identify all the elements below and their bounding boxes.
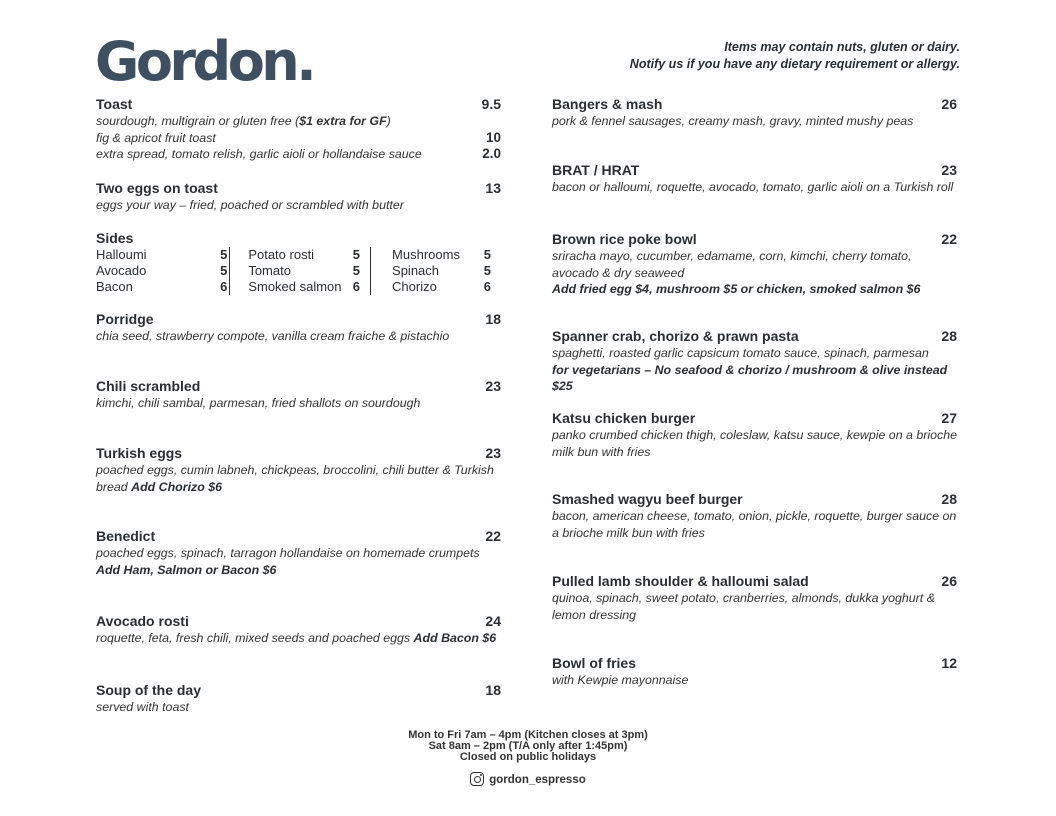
item-description: bacon, american cheese, tomato, onion, pickle, roquette, burger sauce on a brioche milk bun with fries <box>552 509 957 540</box>
side-row: Bacon 6 <box>96 279 228 294</box>
menu-item-two-eggs <box>96 180 501 214</box>
item-description: roquette, feta, fresh chili, mixed seeds and poached eggs Add Bacon $6 <box>96 631 497 645</box>
item-description: poached eggs, cumin labneh, chickpeas, broccolini, chili butter & Turkish bread Add Chorizo $6 <box>96 463 494 494</box>
item-title: Bangers & mash <box>552 96 663 112</box>
item-title: Toast <box>96 96 133 112</box>
menu-item-brat <box>552 162 957 196</box>
side-row: Chorizo 6 <box>392 279 491 294</box>
item-price: 18 <box>485 311 501 327</box>
item-price: 23 <box>485 378 501 394</box>
menu-item-bangers-mash <box>552 96 957 130</box>
item-description: spaghetti, roasted garlic capsicum tomato sauce, spinach, parmesan <box>552 346 929 360</box>
side-row: Smoked salmon 6 <box>248 279 361 294</box>
item-price: 24 <box>485 613 501 629</box>
item-description: kimchi, chili sambal, parmesan, fried shallots on sourdough <box>96 396 421 410</box>
item-price: 23 <box>485 445 501 461</box>
item-price: 28 <box>941 328 957 344</box>
menu-item-lamb-salad <box>552 573 957 623</box>
item-addon: Add fried egg $4, mushroom $5 or chicken, smoked salmon $6 <box>552 282 921 296</box>
side-row: Spinach 5 <box>392 263 491 278</box>
item-price: 13 <box>485 180 501 196</box>
item-title: Smashed wagyu beef burger <box>552 491 743 507</box>
item-description: chia seed, strawberry compote, vanilla cream fraiche & pistachio <box>96 329 450 343</box>
menu-item-crab-pasta <box>552 328 957 395</box>
side-row: Halloumi 5 <box>96 247 228 262</box>
menu-item-avocado-rosti <box>96 613 501 647</box>
allergy-notice <box>630 39 960 72</box>
item-title: Spanner crab, chorizo & prawn pasta <box>552 328 799 344</box>
notice-line-1: Items may contain nuts, gluten or dairy. <box>724 40 960 54</box>
item-addon: Add Chorizo $6 <box>131 479 223 494</box>
hours-saturday: Sat 8am – 2pm (T/A only after 1:45pm) <box>428 740 628 753</box>
item-title: Turkish eggs <box>96 445 183 461</box>
extra-spread-label: extra spread, tomato relish, garlic aioli or hollandaise sauce <box>96 147 422 161</box>
sides-section <box>96 230 501 295</box>
item-price: 27 <box>941 410 957 426</box>
notice-line-2: Notify us if you have any dietary requirement or allergy. <box>629 56 960 71</box>
item-title: Soup of the day <box>96 682 201 698</box>
item-addon: Add Ham, Salmon or Bacon $6 <box>96 562 277 577</box>
sides-column-2 <box>229 247 371 295</box>
instagram-icon <box>470 772 484 786</box>
item-description: panko crumbed chicken thigh, coleslaw, katsu sauce, kewpie on a brioche milk bun with fries <box>552 428 957 459</box>
extra-spread-price: 2.0 <box>482 146 501 161</box>
instagram-handle <box>0 772 1056 786</box>
menu-item-soup <box>96 682 501 716</box>
gf-surcharge: $1 extra for GF <box>299 114 387 128</box>
item-description: pork & fennel sausages, creamy mash, gravy, minted mushy peas <box>552 114 914 128</box>
sides-title: Sides <box>96 230 134 246</box>
sides-grid <box>96 247 501 295</box>
item-price: 26 <box>941 96 957 112</box>
item-title: Chili scrambled <box>96 378 201 394</box>
item-description: quinoa, spinach, sweet potato, cranberries, almonds, dukka yoghurt & lemon dressing <box>552 591 935 622</box>
item-price: 23 <box>941 162 957 178</box>
item-price: 9.5 <box>481 96 501 112</box>
item-description: served with toast <box>96 700 189 714</box>
item-title: Pulled lamb shoulder & halloumi salad <box>552 573 809 589</box>
hours-weekday: Mon to Fri 7am – 4pm (Kitchen closes at 3pm) <box>408 729 648 741</box>
side-row: Potato rosti 5 <box>248 247 361 262</box>
item-title: Porridge <box>96 311 154 327</box>
item-title: Katsu chicken burger <box>552 410 696 426</box>
item-description: with Kewpie mayonnaise <box>552 673 689 687</box>
side-row: Mushrooms 5 <box>392 247 491 262</box>
item-description: bacon or halloumi, roquette, avocado, tomato, garlic aioli on a Turkish roll <box>552 180 954 194</box>
item-price: 12 <box>941 655 957 671</box>
sides-column-1 <box>96 247 237 295</box>
item-title: Avocado rosti <box>96 613 189 629</box>
menu-item-katsu-burger <box>552 410 957 460</box>
hours-holidays: Closed on public holidays <box>459 751 597 764</box>
item-price: 22 <box>941 231 957 247</box>
side-row: Avocado 5 <box>96 263 228 278</box>
item-description: eggs your way – fried, poached or scrambled with butter <box>96 198 404 212</box>
fruit-toast-price: 10 <box>485 129 501 145</box>
item-title: BRAT / HRAT <box>552 162 640 178</box>
item-description: sriracha mayo, cucumber, edamame, corn, kimchi, cherry tomato, avocado & dry seaweed <box>552 249 912 280</box>
item-addon: Add Bacon $6 <box>413 631 497 645</box>
menu-item-poke-bowl <box>552 231 957 298</box>
item-description: sourdough, multigrain or gluten free ($1 extra for GF) <box>96 114 391 128</box>
item-price: 28 <box>941 491 957 507</box>
item-title: Benedict <box>96 528 156 544</box>
menu-item-turkish-eggs <box>96 445 501 495</box>
menu-item-chili-scrambled <box>96 378 501 412</box>
item-price: 18 <box>485 682 501 698</box>
side-row: Tomato 5 <box>248 263 361 278</box>
menu-item-fries <box>552 655 957 689</box>
instagram-label: gordon_espresso <box>489 774 586 786</box>
menu-item-porridge <box>96 311 501 345</box>
fruit-toast-label: fig & apricot fruit toast <box>96 130 216 145</box>
sides-column-3 <box>371 247 501 295</box>
menu-item-benedict <box>96 528 501 578</box>
item-title: Bowl of fries <box>552 655 637 671</box>
opening-hours <box>0 730 1056 764</box>
item-price: 26 <box>941 573 957 589</box>
item-title: Two eggs on toast <box>96 180 218 196</box>
brand-logo: Gordon. <box>95 30 314 93</box>
item-description: poached eggs, spinach, tarragon hollandaise on homemade crumpets <box>96 546 480 560</box>
menu-item-toast <box>96 96 501 163</box>
item-price: 22 <box>485 528 501 544</box>
menu-item-wagyu-burger <box>552 491 957 541</box>
item-title: Brown rice poke bowl <box>552 231 697 247</box>
item-addon: for vegetarians – No seafood & chorizo / mushroom & olive instead $25 <box>552 362 948 393</box>
